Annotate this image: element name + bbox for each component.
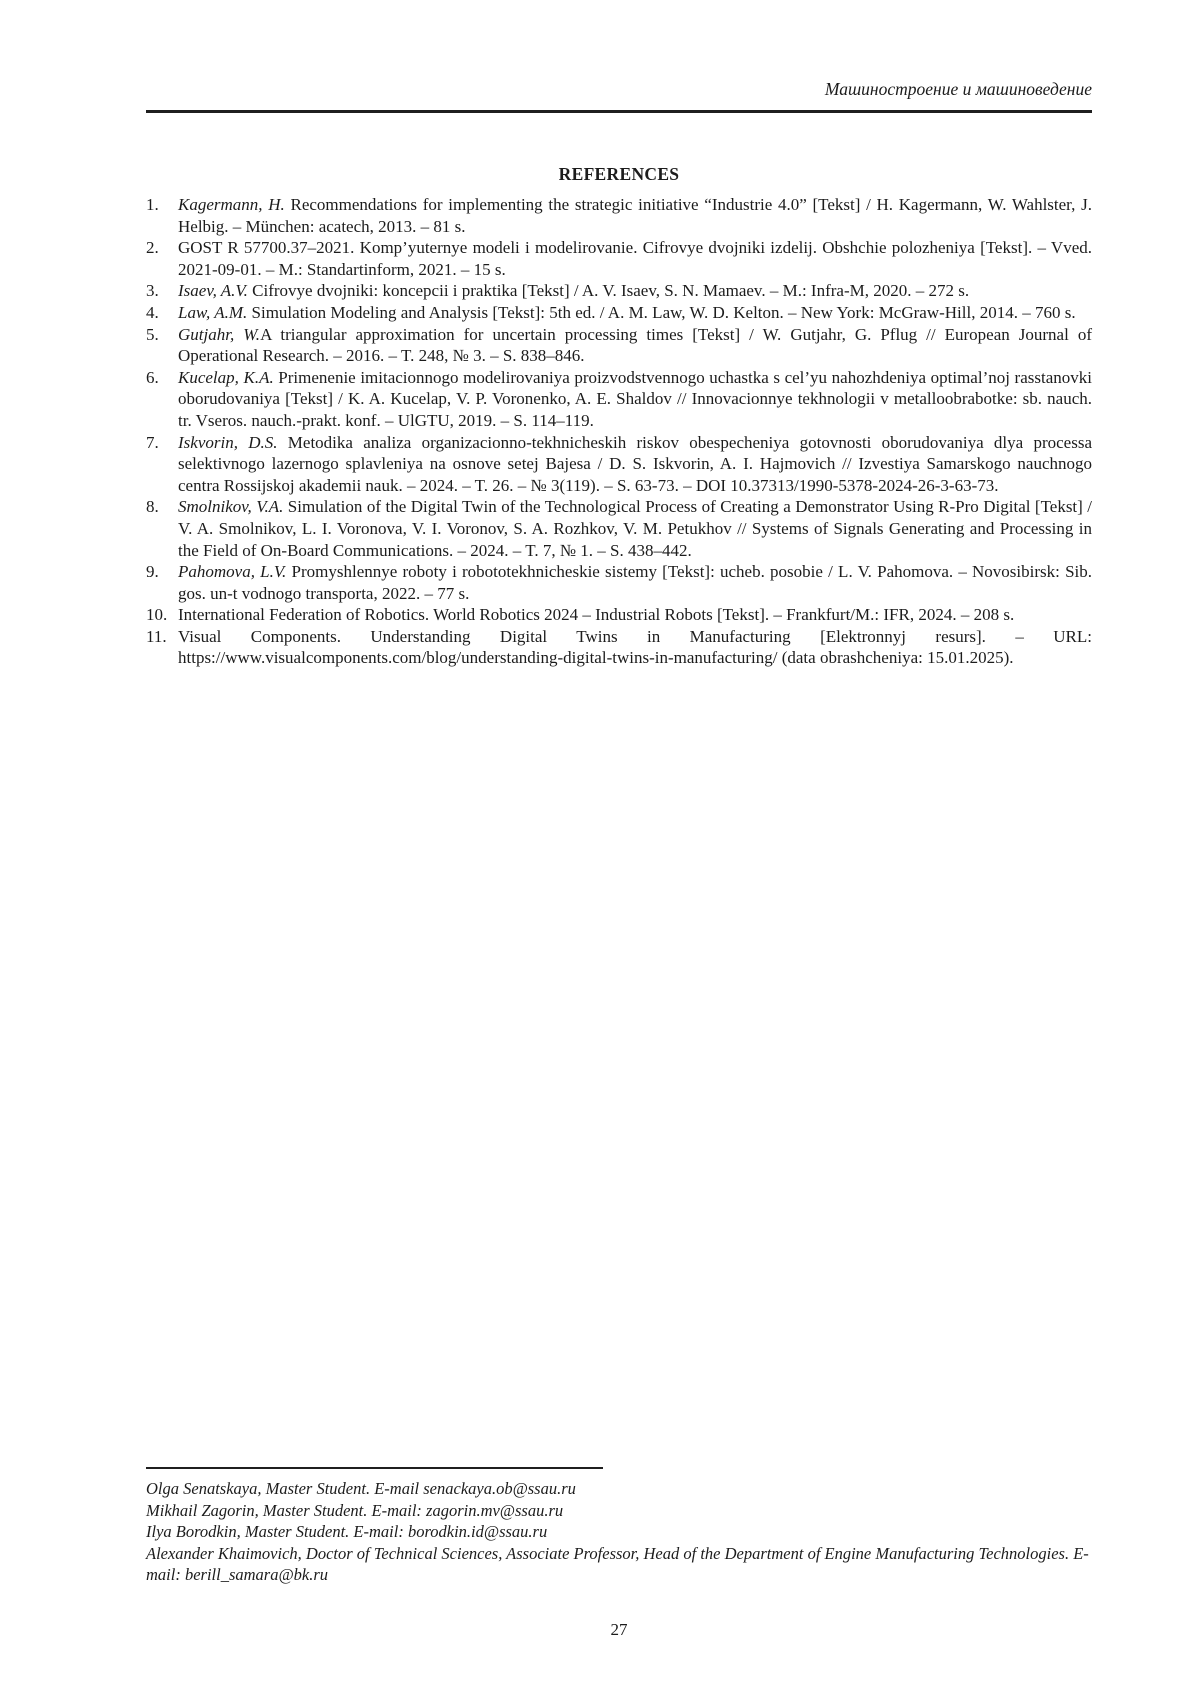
page-content [146, 0, 1092, 669]
reference-author: Kucelap, K.A. [178, 367, 274, 387]
reference-number: 2. [146, 238, 159, 258]
reference-text: Primenenie imitacionnogo modelirovaniya proizvodstvennogo uchastka s cel’yu nahozhdeniya optimal’noj rasstanovki oborudovaniya [Tekst] / K. A. Kucelap, V. P. Voronenko, A. E. Shaldov // Innovacionnye tekhnologii v metalloobrabotke: sb. nauch. tr. Vseros. nauch.-prakt. konf. – UlGTU, 2019. – S. 114–119. [178, 367, 1092, 430]
reference-item-3 [146, 280, 1092, 302]
reference-item-7 [146, 432, 1092, 497]
reference-number: 9. [146, 562, 159, 582]
reference-author: Iskvorin, D.S. [178, 432, 278, 452]
reference-item-2 [146, 237, 1092, 280]
footnote-rule [146, 1467, 603, 1469]
references-title: REFERENCES [558, 164, 680, 184]
reference-text: GOST R 57700.37–2021. Komp’yuternye modeli i modelirovanie. Cifrovye dvojniki izdelij. Obshchie polozheniya [Tekst]. – Vved. 2021-09-01. – M.: Standartinform, 2021. – 15 s. [178, 238, 1092, 279]
reference-item-6 [146, 367, 1092, 432]
author-line: Mikhail Zagorin, Master Student. E-mail: zagorin.mv@ssau.ru [146, 1500, 564, 1520]
reference-author: Smolnikov, V.A. [178, 497, 284, 517]
reference-item-8 [146, 496, 1092, 561]
author-line: Olga Senatskaya, Master Student. E-mail senackaya.ob@ssau.ru [146, 1479, 576, 1498]
reference-item-5 [146, 324, 1092, 367]
page-number: 27 [610, 1620, 628, 1639]
reference-text: Cifrovye dvojniki: koncepcii i praktika [Tekst] / A. V. Isaev, S. N. Mamaev. – M.: Infra-M, 2020. – 272 s. [247, 281, 970, 301]
reference-item-11 [146, 626, 1092, 669]
journal-section-title: Машиностроение и машиноведение [824, 79, 1092, 99]
header-rule [146, 110, 1092, 113]
reference-item-10 [146, 604, 1092, 626]
reference-text: Promyshlennye roboty i robototekhnicheskie sistemy [Tekst]: ucheb. posobie / L. V. Pahomova. – Novosibirsk: Sib. gos. un-t vodnogo transporta, 2022. – 77 s. [178, 562, 1092, 603]
reference-number: 3. [146, 281, 159, 301]
reference-text: Recommendations for implementing the strategic initiative “Industrie 4.0” [Tekst] / H. Kagermann, W. Wahlster, J. Helbig. – München: acatech, 2013. – 81 s. [178, 195, 1092, 236]
reference-text: Simulation of the Digital Twin of the Technological Process of Creating a Demonstrator Using R-Pro Digital [Tekst] / V. A. Smolnikov, L. I. Voronova, V. I. Voronov, S. A. Rozhkov, V. M. Petukhov // Systems of Signals Generating and Processing in the Field of On-Board Communications. – 2024. – T. 7, № 1. – S. 438–442. [178, 497, 1092, 560]
reference-author: Law, A.M. [178, 302, 248, 322]
reference-number: 7. [146, 432, 159, 452]
author-line: Alexander Khaimovich, Doctor of Technical Sciences, Associate Professor, Head of the Department of Engine Manufacturing Technologies. E-mail: berill_samara@bk.ru [146, 1543, 1089, 1584]
reference-number: 6. [146, 367, 159, 387]
reference-text: Metodika analiza organizacionno-tekhnicheskih riskov obespecheniya gotovnosti oborudovaniya dlya processa selektivnogo lazernogo splavleniya na osnove setej Bajesa / D. S. Iskvorin, A. I. Hajmovich // Izvestiya Samarskogo nauchnogo centra Rossijskoj akademii nauk. – 2024. – T. 26. – № 3(119). – S. 63-73. – DOI 10.37313/1990-5378-2024-26-3-63-73. [178, 432, 1093, 495]
reference-number: 5. [146, 324, 159, 344]
authors-footnote [146, 1467, 1092, 1586]
reference-item-9 [146, 561, 1092, 604]
reference-text: Simulation Modeling and Analysis [Tekst]: 5th ed. / A. M. Law, W. D. Kelton. – New York: McGraw-Hill, 2014. – 760 s. [247, 302, 1076, 322]
references-list [146, 194, 1092, 669]
reference-text: A triangular approximation for uncertain processing times [Tekst] / W. Gutjahr, G. Pflug // European Journal of Operational Research. – 2016. – T. 248, № 3. – S. 838–846. [178, 324, 1092, 366]
reference-author: Kagermann, H. [178, 195, 285, 214]
reference-author: Isaev, A.V. [178, 281, 248, 301]
reference-number: 10. [146, 605, 168, 625]
reference-author: Gutjahr, W. [178, 324, 261, 344]
reference-number: 8. [146, 497, 159, 517]
author-line: Ilya Borodkin, Master Student. E-mail: borodkin.id@ssau.ru [146, 1522, 548, 1541]
reference-number: 1. [146, 195, 159, 214]
reference-number: 11. [146, 626, 167, 646]
reference-text: International Federation of Robotics. World Robotics 2024 – Industrial Robots [Tekst]. – Frankfurt/M.: IFR, 2024. – 208 s. [178, 605, 1015, 625]
reference-author: Pahomova, L.V. [178, 562, 287, 582]
reference-text: Visual Components. Understanding Digital Twins in Manufacturing [Elektronnyj resurs]. – URL: https://www.visualcomponents.com/blog/understanding-digital-twins-in-manufacturing/ (data obrashcheniya: 15.01.2025). [178, 626, 1092, 668]
reference-number: 4. [146, 302, 159, 322]
reference-item-4 [146, 302, 1092, 324]
reference-item-1 [146, 194, 1092, 237]
